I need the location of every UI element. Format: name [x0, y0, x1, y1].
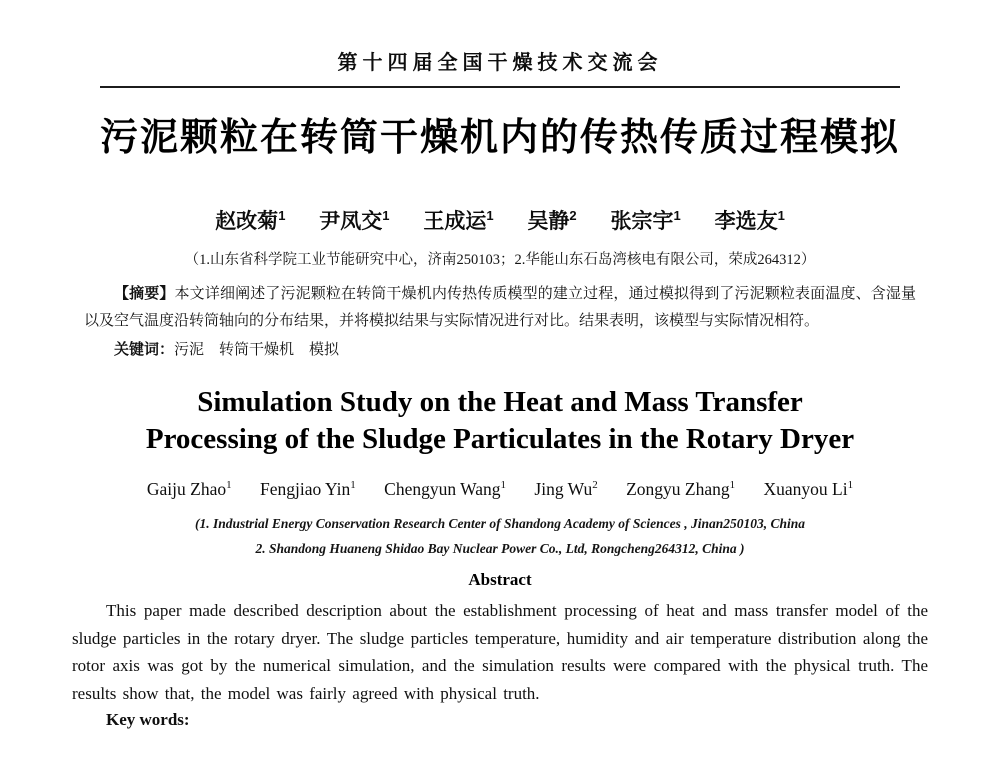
- abstract-chinese-text: 本文详细阐述了污泥颗粒在转筒干燥机内传热传质模型的建立过程，通过模拟得到了污泥颗粒表面温度、含湿量以及空气温度沿转筒轴向的分布结果，并将模拟结果与实际情况进行对比。结果表明，该模型与实际情况相符。: [84, 286, 916, 329]
- keywords-chinese-label: 关键词：: [114, 341, 175, 358]
- author-affiliation-sup: 1: [226, 479, 232, 492]
- author-name: 赵改菊: [215, 210, 279, 233]
- author-name: 张宗宇: [610, 210, 674, 233]
- author-name: 尹凤交: [319, 210, 383, 233]
- author-zh: [527, 210, 576, 233]
- authors-chinese: [0, 205, 1000, 235]
- author-affiliation-sup: 1: [350, 479, 356, 492]
- author-affiliation-sup: 1: [777, 208, 785, 223]
- header-rule: [100, 86, 900, 88]
- abstract-english: This paper made described description about the establishment processing of heat and mass transfer model of the sludge particles in the rotary dryer. The sludge particles temperature, humidity and air temperature distribution along the rotor axis was got by the numerical simulation, and the simulation results were compared with the physical truth. The results show that, the model was fairly agreed with physical truth.: [72, 601, 928, 703]
- author-name: Chengyun Wang: [384, 479, 501, 499]
- keywords-chinese-text: 污泥 转筒干燥机 模拟: [174, 342, 340, 358]
- paper-page: [0, 46, 1000, 760]
- author-affiliation-sup: 1: [847, 479, 854, 492]
- author-affiliation-sup: 1: [729, 479, 736, 492]
- conference-header: 第十四届全国干燥技术交流会: [337, 52, 663, 74]
- author-affiliation-sup: 1: [278, 208, 286, 223]
- author-name: Jing Wu: [534, 479, 593, 499]
- affiliation-chinese: （1.山东省科学院工业节能研究中心，济南250103；2.华能山东石岛湾核电有限公司，荣成264312）: [184, 252, 816, 268]
- author-affiliation-sup: 2: [569, 208, 577, 223]
- title-english-line1: Simulation Study on the Heat and Mass Transfer: [197, 386, 803, 418]
- author-name: 吴静: [527, 210, 570, 233]
- author-name: Xuanyou Li: [763, 479, 848, 499]
- author-en: [147, 479, 232, 499]
- author-zh: [715, 210, 785, 233]
- affiliation-english: [0, 511, 1000, 561]
- author-name: 王成运: [423, 210, 487, 233]
- abstract-chinese-label: 【摘要】: [114, 285, 175, 302]
- author-name: Fengjiao Yin: [260, 479, 351, 499]
- author-zh: [423, 210, 493, 233]
- author-affiliation-sup: 1: [673, 208, 681, 223]
- author-en: [626, 479, 735, 499]
- author-affiliation-sup: 1: [382, 208, 390, 223]
- abstract-chinese: [84, 280, 916, 335]
- author-name: Zongyu Zhang: [626, 479, 730, 499]
- author-affiliation-sup: 1: [500, 479, 507, 492]
- title-chinese: 污泥颗粒在转筒干燥机内的传热传质过程模拟: [99, 117, 900, 159]
- authors-english: [0, 479, 1000, 500]
- title-english-line2: Processing of the Sludge Particulates in the Rotary Dryer: [145, 423, 855, 455]
- keywords-english-partial: Key words:: [106, 710, 190, 729]
- author-name: 李选友: [714, 210, 778, 233]
- author-zh: [319, 210, 389, 233]
- keywords-chinese: [84, 336, 916, 364]
- author-zh: [611, 210, 681, 233]
- affiliation-english-line2: 2. Shandong Huaneng Shidao Bay Nuclear Power Co., Ltd, Rongcheng264312, China ): [255, 541, 745, 556]
- title-english: [0, 384, 1000, 458]
- author-zh: [215, 210, 285, 233]
- author-en: [534, 479, 597, 499]
- abstract-heading: Abstract: [468, 570, 532, 589]
- author-en: [384, 479, 506, 499]
- author-affiliation-sup: 1: [486, 208, 494, 223]
- author-affiliation-sup: 2: [592, 479, 598, 492]
- affiliation-english-line1: (1. Industrial Energy Conservation Research Center of Shandong Academy of Sciences , Jinan250103, China: [194, 516, 806, 531]
- author-en: [764, 479, 854, 499]
- author-name: Gaiju Zhao: [146, 479, 227, 499]
- author-en: [260, 479, 356, 499]
